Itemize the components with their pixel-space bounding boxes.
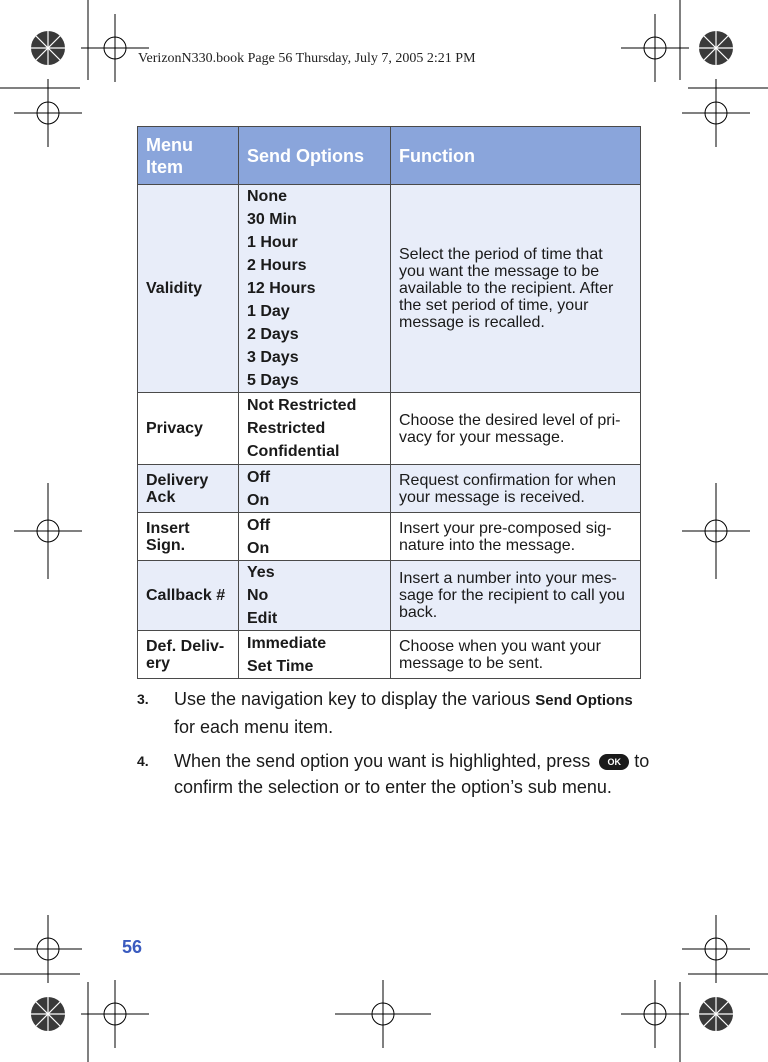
option-3-days: 3 Days <box>247 349 299 366</box>
option-5-days: 5 Days <box>247 372 299 389</box>
step-3 <box>137 686 657 740</box>
def-delivery-options <box>239 631 391 679</box>
header-function: Function <box>391 127 641 185</box>
step-text: Use the navigation key to display the various <box>174 689 536 709</box>
table-row <box>138 465 641 513</box>
header-menu-item: Menu Item <box>138 127 239 185</box>
option-confidential: Confidential <box>247 443 340 460</box>
callback-options <box>239 561 391 631</box>
step-text: to confirm the selection or to enter the option’s sub menu. <box>174 751 650 797</box>
ok-key-icon: OK <box>599 754 629 770</box>
option-off: Off <box>247 516 271 534</box>
validity-function: Select the period of time that you want the message to be available to the recipient. After the set period of time, your message is recalled. <box>391 185 641 393</box>
menu-item-callback: Callback # <box>138 561 239 631</box>
page-number: 56 <box>122 937 143 957</box>
option-12-hours: 12 Hours <box>247 280 316 297</box>
option-edit: Edit <box>247 610 278 627</box>
option-not-restricted: Not Restricted <box>247 397 357 414</box>
option-no: No <box>247 587 269 604</box>
delivery-ack-options <box>239 465 391 513</box>
instruction-steps <box>137 686 657 808</box>
option-2-hours: 2 Hours <box>247 257 307 274</box>
delivery-ack-function: Request confirmation for when your message is received. <box>391 465 641 513</box>
step-4 <box>137 748 657 800</box>
option-immediate: Immediate <box>247 634 327 652</box>
insert-sign-options <box>239 513 391 561</box>
menu-item-def-delivery: Def. Deliv-ery <box>138 631 239 679</box>
step-text: for each menu item. <box>174 717 334 737</box>
option-30-min: 30 Min <box>247 211 297 228</box>
option-set-time: Set Time <box>247 657 314 675</box>
validity-options <box>239 185 391 393</box>
table-row <box>138 631 641 679</box>
table-row <box>138 185 641 393</box>
table-header-row <box>138 127 641 185</box>
table-row <box>138 513 641 561</box>
option-on: On <box>247 539 270 557</box>
privacy-function: Choose the desired level of pri-vacy for your message. <box>391 393 641 465</box>
menu-item-delivery-ack: Delivery Ack <box>138 465 239 513</box>
def-delivery-function: Choose when you want your message to be sent. <box>391 631 641 679</box>
menu-item-validity: Validity <box>138 185 239 393</box>
step-text: When the send option you want is highlighted, press <box>174 751 596 771</box>
menu-item-insert-sign: Insert Sign. <box>138 513 239 561</box>
table-row <box>138 393 641 465</box>
option-1-day: 1 Day <box>247 303 290 320</box>
option-none: None <box>247 188 287 205</box>
header-send-options: Send Options <box>239 127 391 185</box>
table-row <box>138 561 641 631</box>
step-number: 4. <box>137 753 149 769</box>
option-2-days: 2 Days <box>247 326 299 343</box>
menu-item-privacy: Privacy <box>138 393 239 465</box>
print-header: VerizonN330.book Page 56 Thursday, July 7, 2005 2:21 PM <box>138 51 476 66</box>
step-number: 3. <box>137 691 149 707</box>
callback-function: Insert a number into your mes-sage for the recipient to call you back. <box>391 561 641 631</box>
option-on: On <box>247 491 270 509</box>
insert-sign-function: Insert your pre-composed sig-nature into the message. <box>391 513 641 561</box>
option-off: Off <box>247 468 271 486</box>
option-yes: Yes <box>247 564 275 581</box>
send-options-term: Send Options <box>535 692 633 709</box>
send-options-table <box>137 126 641 679</box>
privacy-options <box>239 393 391 465</box>
option-restricted: Restricted <box>247 420 326 437</box>
option-1-hour: 1 Hour <box>247 234 298 251</box>
